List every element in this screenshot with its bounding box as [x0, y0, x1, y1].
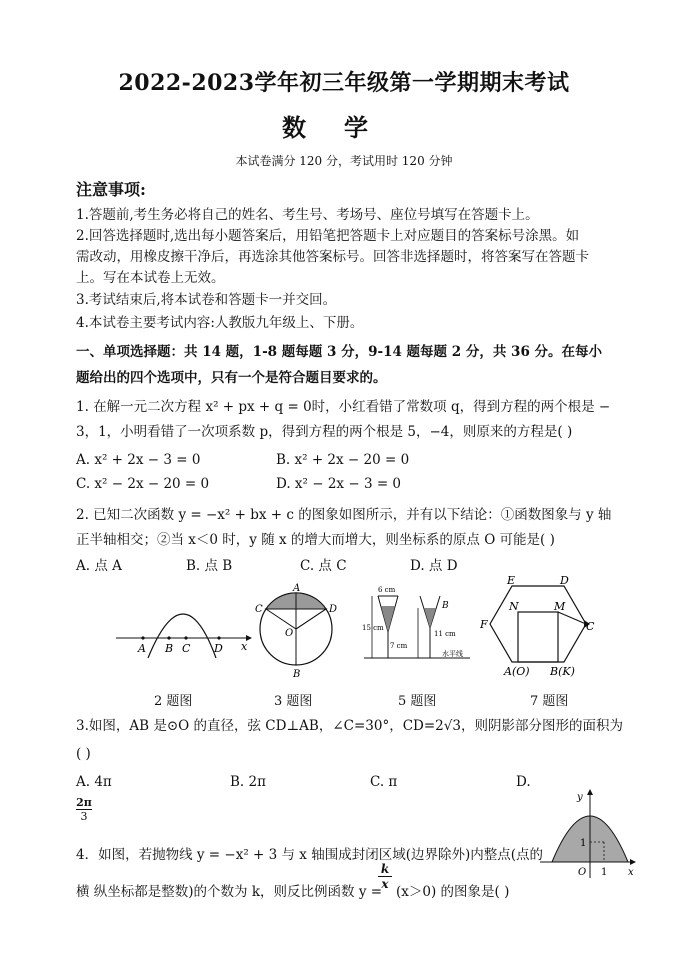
notes-line: 3.考试结束后,将本试卷和答题卡一并交回。 — [76, 292, 337, 308]
fig3-label-c: C — [255, 604, 263, 615]
fig3-caption: 3 题图 — [274, 694, 313, 709]
q3-option-d-denominator: 3 — [80, 810, 88, 823]
figure-2-parabola — [116, 590, 256, 660]
q3-option-d-fraction — [76, 796, 92, 823]
q4-fraction-denominator: x — [381, 877, 389, 891]
q4-line2a: 横 纵坐标都是整数)的个数为 k，则反比例函数 y = — [76, 884, 383, 900]
fig3-label-d: D — [329, 604, 338, 615]
fig5-label-11cm: 11 cm — [434, 630, 456, 638]
fig5-caption: 5 题图 — [398, 694, 437, 709]
q2-option-a: A. 点 A — [76, 558, 122, 574]
section1-line1: 一、单项选择题：共 14 题，1-8 题每题 3 分，9-14 题每题 2 分，共 36 分。在每小 — [76, 344, 603, 360]
fig2-label-b: B — [165, 642, 174, 655]
fig7-label-bk: B(K) — [550, 665, 575, 678]
q4-fraction-numerator: k — [378, 862, 392, 877]
exam-title: 2022-2023学年初三年级第一学期期末考试 — [118, 70, 570, 96]
subject-title: 数学 — [282, 113, 406, 142]
q4-graph-y-label: y — [577, 792, 583, 803]
q2-line1: 2. 已知二次函数 y = −x² + bx + c 的图象如图所示，并有以下结论：①函数图象与 y 轴 — [76, 507, 612, 523]
fig7-caption: 7 题图 — [530, 694, 569, 709]
q3-option-d-numerator: 2π — [76, 796, 92, 809]
q1-line1: 1. 在解一元二次方程 x² + px + q = 0时，小红看错了常数项 q，得到方程的两个根是 − — [76, 399, 611, 415]
notes-line: 1.答题前,考生务必将自己的姓名、考生号、考场号、座位号填写在答题卡上。 — [76, 207, 539, 223]
fig7-label-d: D — [560, 574, 569, 587]
q1-line2: 3，1，小明看错了一次项系数 p，得到方程的两个根是 5，−4，则原来的方程是( ) — [76, 424, 573, 440]
q4-graph-x-label: x — [628, 867, 634, 878]
fig2-axis-label: x — [241, 640, 248, 653]
fig7-label-n: N — [509, 600, 519, 613]
fig5-label-horizontal: 水平线 — [442, 650, 463, 658]
fig5-label-6cm: 6 cm — [378, 586, 396, 594]
q4-graph-tick-x1: 1 — [601, 867, 608, 878]
fig5-label-b: B — [442, 601, 449, 611]
q3-option-b: B. 2π — [230, 774, 266, 790]
q3-option-a: A. 4π — [76, 774, 112, 790]
q2-option-c: C. 点 C — [300, 558, 347, 574]
fig3-label-b: B — [293, 669, 301, 680]
q1-option-d: D. x² − 2x − 3 = 0 — [276, 476, 402, 492]
q3-line1: 3.如图，AB 是⊙O 的直径，弦 CD⊥AB，∠C=30°，CD=2√3，则阴影部分图形的面积为 — [76, 718, 623, 734]
figure-7-hexagon — [480, 574, 600, 680]
q4-fraction — [378, 862, 392, 891]
notes-line: 2.回答选择题时,选出每小题答案后，用铅笔把答题卡上对应题目的答案标号涂黑。如 — [76, 228, 580, 244]
notes-line: 4.本试卷主要考试内容:人教版九年级上、下册。 — [76, 315, 364, 331]
q4-graph-tick-y1: 1 — [580, 838, 587, 849]
section1-line2: 题给出的四个选项中，只有一个是符合题目要求的。 — [76, 370, 387, 386]
notes-line: 需改动，用橡皮擦干净后，再选涂其他答案标号。回答非选择题时，将答案写在答题卡 — [76, 249, 589, 265]
q3-option-d: D. — [516, 774, 531, 790]
fig3-label-o: O — [285, 628, 294, 639]
q4-parabola-graph — [540, 788, 640, 882]
exam-info: 本试卷满分 120 分，考试用时 120 分钟 — [235, 154, 453, 168]
q3-option-c: C. π — [370, 774, 398, 790]
q4-line1: 4．如图，若抛物线 y = −x² + 3 与 x 轴围成封闭区域(边界除外)内整点(点的 — [76, 847, 544, 863]
fig7-label-f: F — [480, 618, 488, 631]
fig5-label-7cm: 7 cm — [390, 642, 408, 650]
q2-line2: 正半轴相交；②当 x＜0 时，y 随 x 的增大而增大，则坐标系的原点 O 可能是( ) — [76, 532, 555, 548]
q2-option-b: B. 点 B — [186, 558, 233, 574]
notes-heading: 注意事项: — [76, 180, 146, 199]
q1-option-a: A. x² + 2x − 3 = 0 — [76, 452, 201, 468]
q3-line2: ( ) — [76, 746, 91, 762]
fig7-label-m: M — [554, 600, 566, 613]
q4-graph-origin: O — [578, 867, 587, 878]
notes-line: 上。写在本试卷上无效。 — [76, 270, 225, 286]
q2-option-d: D. 点 D — [410, 558, 458, 574]
figure-5-cones — [362, 582, 472, 668]
q1-option-c: C. x² − 2x − 20 = 0 — [76, 476, 210, 492]
figure-3-circle — [250, 582, 350, 682]
fig2-label-a: A — [138, 642, 146, 655]
fig2-caption: 2 题图 — [154, 694, 193, 709]
fig7-label-c: C — [586, 620, 595, 633]
fig5-label-15cm: 15 cm — [362, 624, 384, 632]
fig2-label-c: C — [182, 642, 191, 655]
fig7-label-e: E — [507, 574, 516, 587]
q1-option-b: B. x² + 2x − 20 = 0 — [276, 452, 410, 468]
fig7-label-ao: A(O) — [504, 665, 530, 678]
fig2-label-d: D — [214, 642, 223, 655]
fig3-label-a: A — [293, 583, 301, 594]
q4-line2b: (x＞0) 的图象是( ) — [396, 884, 510, 900]
